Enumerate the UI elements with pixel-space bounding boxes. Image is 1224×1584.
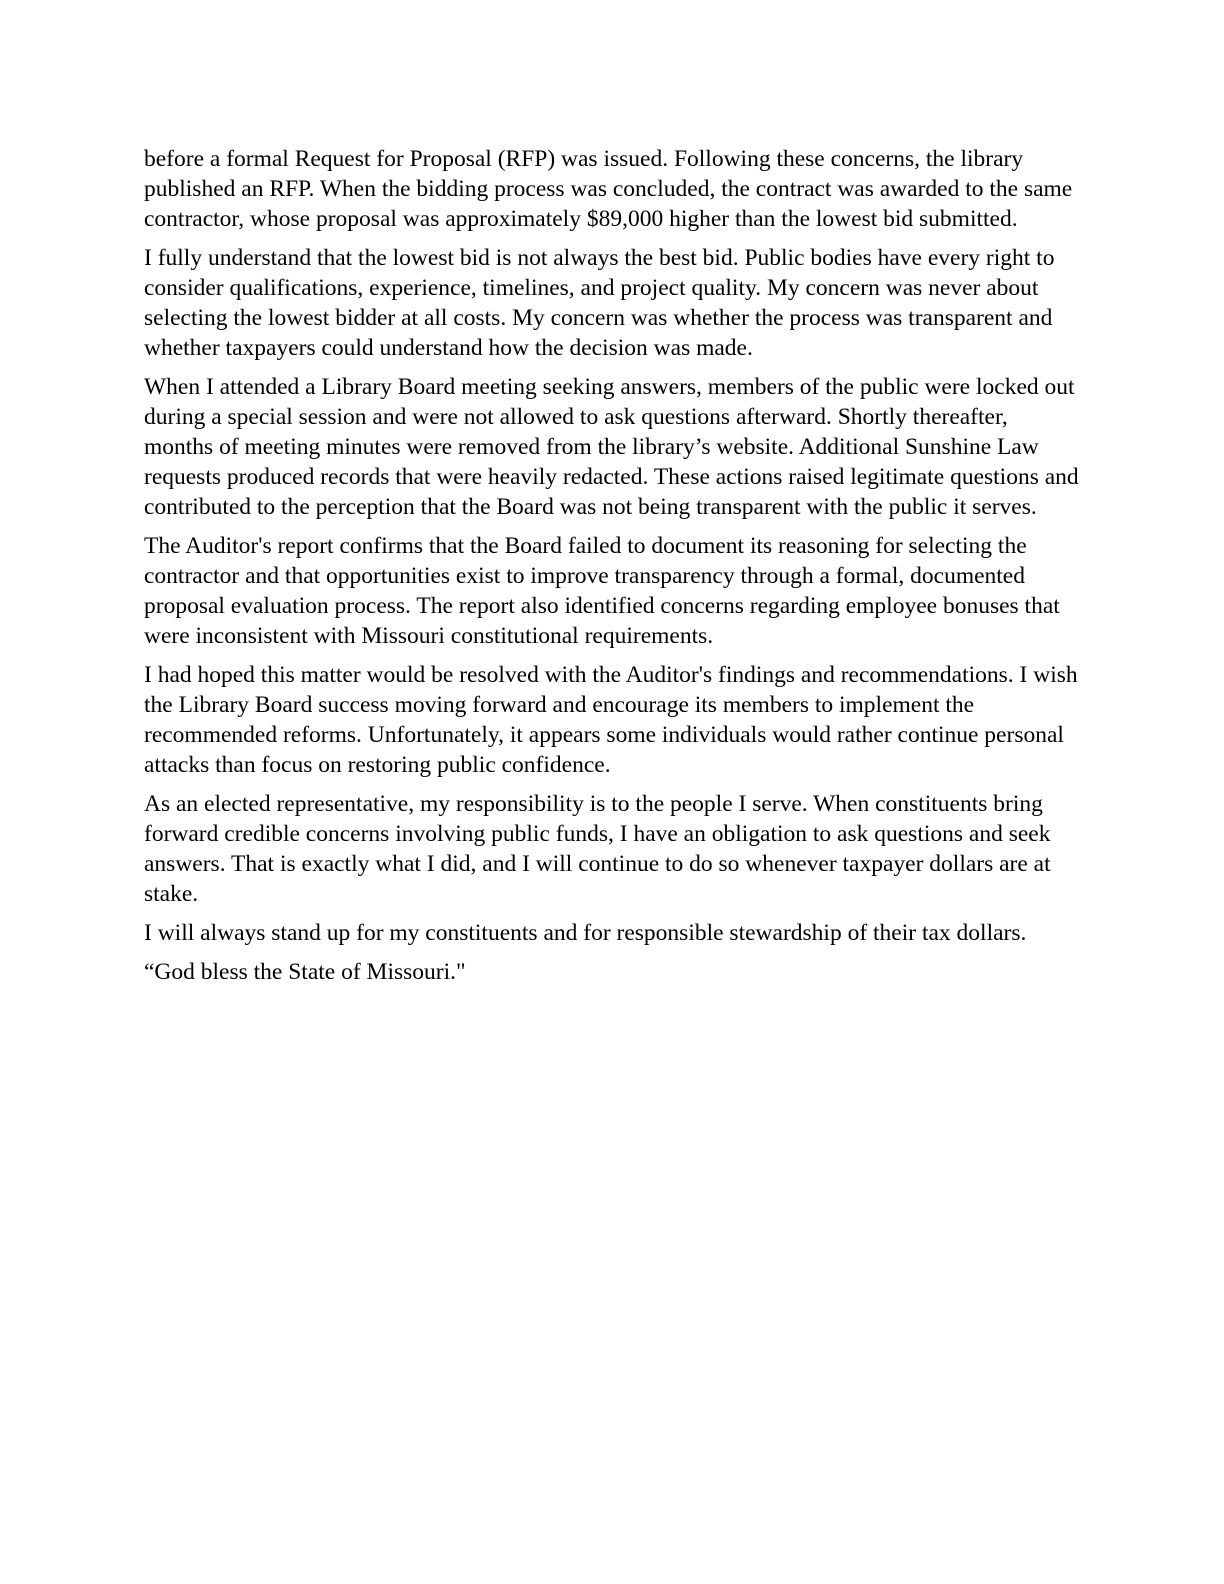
paragraph-board-meeting: When I attended a Library Board meeting seeking answers, members of the public were locked out during a special session and were not allowed to ask questions afterward. Shortly thereafter, months of meeting minutes were removed from the library’s website. Additional Sunshine Law requests produced records that were heavily redacted. These actions raised legitimate questions and contributed to the perception that the Board was not being transparent with the public it serves. xyxy=(144,374,1079,520)
paragraph-stand-up: I will always stand up for my constituents and for responsible stewardship of their tax dollars. xyxy=(144,920,1027,946)
paragraph-auditor-report: The Auditor's report confirms that the Board failed to document its reasoning for selecting the contractor and that opportunities exist to improve transparency through a formal, documented proposal evaluation process. The report also identified concerns regarding employee bonuses that were inconsistent with Missouri constitutional requirements. xyxy=(144,533,1060,649)
paragraph-lowest-bid: I fully understand that the lowest bid is not always the best bid. Public bodies have every right to consider qualifications, experience, timelines, and project quality. My concern was never about selecting the lowest bidder at all costs. My concern was whether the process was transparent and whether taxpayers could understand how the decision was made. xyxy=(144,245,1055,361)
paragraph-rfp-award: before a formal Request for Proposal (RFP) was issued. Following these concerns, the library published an RFP. When the bidding process was concluded, the contract was awarded to the same contractor, whose proposal was approximately $89,000 higher than the lowest bid submitted. xyxy=(144,146,1073,232)
closing-quote: “God bless the State of Missouri." xyxy=(144,959,466,985)
paragraph-elected-representative: As an elected representative, my responsibility is to the people I serve. When constituents bring forward credible concerns involving public funds, I have an obligation to ask questions and seek answers. That is exactly what I did, and I will continue to do so whenever taxpayer dollars are at stake. xyxy=(144,791,1051,907)
document-body xyxy=(144,144,1080,996)
paragraph-hoped-resolved: I had hoped this matter would be resolved with the Auditor's findings and recommendations. I wish the Library Board success moving forward and encourage its members to implement the recommended reforms. Unfortunately, it appears some individuals would rather continue personal attacks than focus on restoring public confidence. xyxy=(144,662,1078,778)
